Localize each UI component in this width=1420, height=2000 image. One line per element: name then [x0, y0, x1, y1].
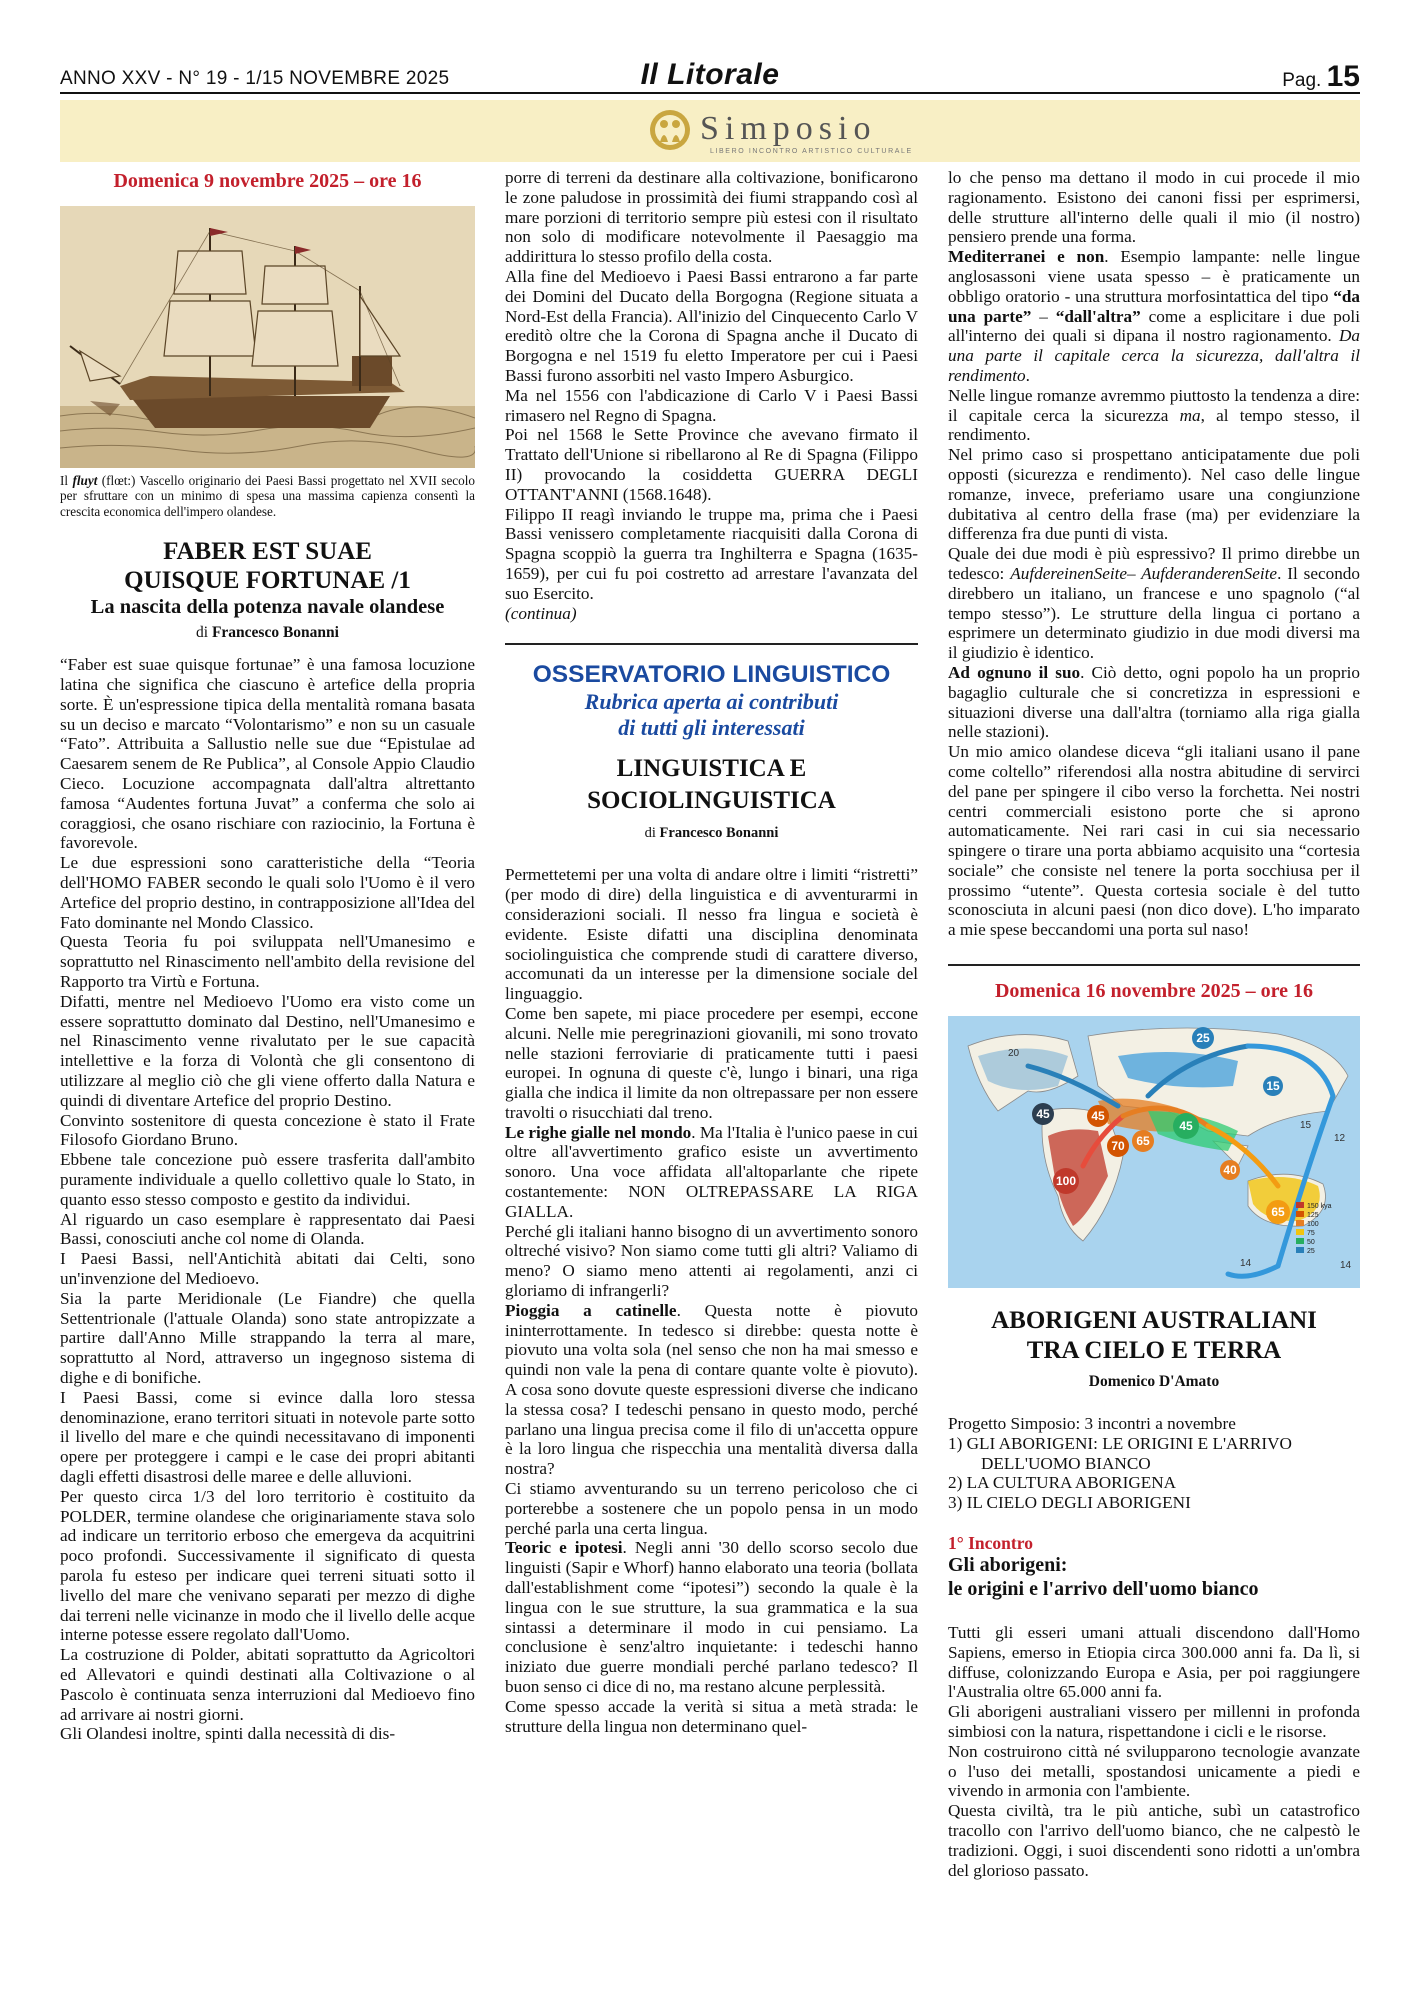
masthead [60, 58, 1360, 94]
human-migration-map-image [948, 1016, 1360, 1288]
map-label: 15 [1300, 1120, 1312, 1132]
paragraph-body: . [1025, 365, 1030, 385]
example-italic: Da una parte il capitale cerca la sicurezza, dall'altra il rendimento [948, 326, 1360, 385]
linguistica-paragraph: Come ben sapete, mi piace procedere per esempi, eccone alcuni. Nelle mie peregrinazioni giovanili, mi sono trovato nelle stazioni ferroviarie di praticamente tutti i paesi europei. In ognuna di queste c'è, lungo i binari, una riga gialla che indica il limite da non oltrepassare per non essere travolti o risucchiati dal treno. [505, 1003, 918, 1122]
paragraph-lead: Le righe gialle nel mondo [505, 1122, 692, 1142]
faber-paragraph: Sia la parte Meridionale (Le Fiandre) che quella Settentrionale (l'attuale Olanda) sono state antropizzate a partire dall'Anno Mille strappando la terra al mare, soprattutto al Nord, attraverso un ingegnoso sistema di dighe e di bonifiche. [60, 1288, 475, 1387]
map-label: 45 [1091, 1109, 1105, 1124]
column-2 [505, 168, 918, 1736]
observatory-subtitle-2: di tutti gli interessati [618, 715, 805, 741]
linguistica-byline-di: di [644, 825, 656, 842]
map-label: 14 [1240, 1258, 1252, 1270]
incontro-title-1: Gli aborigeni: [948, 1554, 1068, 1577]
ship-caption-term: fluyt [72, 472, 98, 488]
linguistica-paragraph [505, 1123, 918, 1222]
paragraph-body: come a esplicitare i due poli all'interno dei quali si dipana il nostro ragionamento. [948, 306, 1360, 346]
linguistica-paragraph: Nel primo caso si prospettano anticipatamente due poli opposti (sicurezza e rendimento). Nel caso delle lingue romanze, invece, preferiamo usare una congiunzione dubitativa al centro della frase (ma) per evidenziare la differenza fra due punti di vista. [948, 445, 1360, 544]
faber-paragraph: Gli Olandesi inoltre, spinti dalla necessità di dis- [60, 1724, 396, 1744]
faber-paragraph: Difatti, mentre nel Medioevo l'Uomo era visto come un essere soprattutto dominato dal Destino, nell'Umanesimo e nel Rinascimento venne rivalutato per le sue capacità intellettive e la forza di Volontà che gli consentono di utilizzare al meglio ciò che gli viene offerto dalla Natura e quindi di diventare Artefice del proprio Destino. [60, 991, 475, 1110]
linguistica-title-1: LINGUISTICA E [616, 755, 807, 783]
map-label: 14 [1340, 1260, 1352, 1272]
faber-title-2: QUISQUE FORTUNAE /1 [124, 567, 411, 595]
aborigeni-author: Domenico D'Amato [1088, 1373, 1220, 1391]
paragraph-lead: Pioggia a catinelle [505, 1300, 677, 1320]
faber-cont-paragraph: Ma nel 1556 con l'abdicazione di Carlo V i Paesi Bassi rimasero nel Regno di Spagna. [505, 385, 918, 425]
map-label: 45 [1036, 1107, 1050, 1122]
linguistica-paragraph: Perché gli italiani hanno bisogno di un avvertimento sonoro oltreché visivo? Non siamo come tutti gli altri? Valiamo di meno? O siamo meno attenti ai regolamenti, anzi ci gloriamo di infrangerli? [505, 1221, 918, 1301]
aborigeni-title-1: ABORIGENI AUSTRALIANI [991, 1307, 1317, 1335]
map-legend-label: 125 [1307, 1212, 1319, 1220]
aborigeni-title-2: TRA CIELO E TERRA [1026, 1337, 1282, 1365]
faber-cont-paragraph: Filippo II reagì inviando le truppe ma, prima che i Paesi Bassi venissero completamente riacquisiti dalla Corona di Spagna scoppiò la guerra tra Inghilterra e Spagna (1635-1659), per cui fu poi costretto ad arrestare l'avanzata del suo Esercito. [505, 504, 918, 603]
map-label: 12 [1334, 1133, 1346, 1145]
faber-cont-paragraph: Alla fine del Medioevo i Paesi Bassi entrarono a far parte dei Domini del Ducato della Borgogna (Regione situata a Nord-Est della Francia). All'inizio del Cinquecento Carlo V ereditò oltre che la Corona di Spagna anche il Ducato di Borgogna e nel 1519 fu eletto Imperatore per cui i Paesi Bassi furono assorbiti nel vasto Impero Asburgico. [505, 266, 918, 385]
continua-note: (continua) [505, 603, 577, 623]
map-legend-label: 75 [1307, 1230, 1315, 1238]
faber-paragraph: Questa Teoria fu poi sviluppata nell'Umanesimo e soprattutto nel Rinascimento nell'ambito della revisione del Rapporto tra Virtù e Fortuna. [60, 932, 475, 992]
aborigeni-paragraph: Gli aborigeni australiani vissero per millenni in profonda simbiosi con la natura, rispettandone i cicli e le risorse. [948, 1702, 1360, 1742]
ship-caption [60, 473, 475, 520]
observatory-subtitle-1: Rubrica aperta ai contributi [584, 689, 839, 715]
faber-paragraph: I Paesi Bassi, nell'Antichità abitati dai Celti, sono un'invenzione del Medioevo. [60, 1249, 475, 1288]
section-divider [505, 643, 918, 645]
linguistica-paragraph: lo che penso ma dettano il modo in cui procede il mio ragionamento. Esistono dei canoni fissi per esprimersi, delle strutture all'interno delle quali il mio (il nostro) pensiero prende una forma. [948, 168, 1360, 247]
aborigeni-paragraph: Non costruirono città né svilupparono tecnologie avanzate o l'uso dei metalli, spostandosi unicamente a piedi e vivendo in armonia con l'ambiente. [948, 1741, 1360, 1801]
faber-paragraph: La costruzione di Polder, abitati soprattutto da Agricoltori ed Allevatori e quindi destinati alla Coltivazione o al Pascolo è continuata senza interruzioni dal Medioevo fino ad arrivare ai nostri giorni. [60, 1645, 475, 1724]
faber-author: Francesco Bonanni [211, 624, 339, 642]
paragraph-body: . Ciò detto, ogni popolo ha un proprio bagaglio culturale che si concretizza in espressioni e situazioni diverse una dall'altra (torniamo alla riga gialla nelle stazioni). [948, 662, 1360, 742]
aborigeni-paragraph: Tutti gli esseri umani attuali discendono dall'Homo Sapiens, emerso in Etiopia circa 300.000 anni fa. Da lì, si diffuse, colonizzando Europa e Asia, per poi raggiungere l'Australia oltre 65.000 anni fa. [948, 1623, 1360, 1702]
event-date-2: Domenica 16 novembre 2025 – ore 16 [994, 980, 1314, 1003]
list-item: 1) GLI ABORIGENI: LE ORIGINI E L'ARRIVO [948, 1433, 1292, 1453]
list-item: 2) LA CULTURA ABORIGENA [948, 1473, 1177, 1493]
linguistica-paragraph [948, 247, 1360, 386]
paragraph-lead: Mediterranei e non [948, 247, 1105, 267]
paragraph-body: , al tempo stesso, il rendimento. [948, 405, 1360, 445]
column-3 [948, 168, 1360, 1880]
list-item: 3) IL CIELO DEGLI ABORIGENI [948, 1493, 1191, 1513]
linguistica-paragraph [948, 663, 1360, 742]
paragraph-body: – [1031, 306, 1056, 326]
map-label: 70 [1111, 1139, 1125, 1154]
linguistica-byline [505, 823, 918, 843]
map-label: 25 [1196, 1031, 1210, 1046]
map-legend-label: 50 [1307, 1239, 1315, 1247]
event-date-1: Domenica 9 novembre 2025 – ore 16 [113, 170, 422, 192]
paragraph-body: . Negli anni '30 dello scorso secolo due linguisti (Sapir e Whorf) hanno elaborato una teoria (bollata dall'establishment come “ipotesi”) secondo la quale è la lingua con le sue strutture, la sua grammatica e la sua sintassi a determinare il modo in cui pensiamo. La conclusione è senz'altro inquietante: i tedeschi hanno iniziato due guerre mondiali perché parlano tedesco? Il buon senso ci dice di no, ma restano alcune perplessità. [505, 1538, 919, 1696]
linguistica-author: Francesco Bonanni [659, 825, 779, 842]
linguistica-paragraph [505, 1301, 918, 1479]
faber-paragraph: “Faber est suae quisque fortunae” è una famosa locuzione latina che significa che ciascuno è artefice della propria sorte. È un'espressione tipica della mentalità romana basata su un deciso e marcato “Volontarismo” e non su un casuale “Fato”. Attribuita a Sallustio nelle sue due “Epistulae ad Caesarem senem de Re Publica”, al Console Appio Claudio Cieco. Locuzione accompagnata dall'altra altrettanto famosa “Audentes fortuna Juvat” a conferma che solo ai coraggiosi, che osano rischiare con raziocinio, la Fortuna è favorevole. [60, 655, 475, 853]
map-label: 65 [1271, 1205, 1285, 1220]
observatory-title: OSSERVATORIO LINGUISTICO [532, 661, 891, 689]
faber-cont-paragraph: Poi nel 1568 le Sette Province che avevano firmato il Trattato dell'Unione si ribellarono al Re di Spagna (Filippo II) provocando la cosiddetta GUERRA DEGLI OTTANT'ANNI (1568.1648). [505, 425, 918, 504]
issue-info: ANNO XXV - N° 19 - 1/15 NOVEMBRE 2025 [60, 68, 450, 89]
section-divider [948, 964, 1360, 966]
map-label: 15 [1266, 1079, 1280, 1094]
banner-subtitle: LIBERO INCONTRO ARTISTICO CULTURALE [710, 148, 913, 155]
column-1 [60, 168, 475, 1744]
simposio-logo-icon [648, 108, 692, 152]
incontro-label: 1° Incontro [948, 1533, 1033, 1554]
linguistica-paragraph: Un mio amico olandese diceva “gli italiani usano il pane come coltello” riferendosi alla nostra abitudine di servirci del pane per spingere il cibo verso la forchetta. Nei nostri centri commerciali esistono porte che si aprono automaticamente. Nei rari casi in cui sia necessario spingere o tirare una porta abbiamo acquisito una “cortesia sociale” che consiste nel tenere la porta socchiusa per il prossimo “utente”. Questa cortesia sociale è del tutto sconosciuta in alcuni paesi (non dico dove). L'ho imparato a mie spese beccandomi una porta sul naso! [948, 742, 1360, 940]
faber-byline [60, 623, 475, 643]
page-number [1282, 60, 1360, 94]
paragraph-body: . Questa notte è piovuto ininterrottamente. In tedesco si direbbe: questa notte è piovuto una volta sola (nel senso che non ha mai smesso e quindi non vale la pena di contare quante volte è piovuto). A cosa sono dovute queste espressioni diverse che indicano la stessa cosa? I tedeschi pensano in questo modo, perché parlano una lingua precisa come il filo di un'accetta oppure è la loro lingua che rispecchia una mentalità diversa dalla nostra? [505, 1300, 918, 1479]
paragraph-body: Quale dei due modi è più espressivo? Il primo direbbe un tedesco: [948, 544, 1360, 583]
incontro-title-2: le origini e l'arrivo dell'uomo bianco [948, 1578, 1259, 1601]
faber-paragraph: Le due espressioni sono caratteristiche della “Teoria dell'HOMO FABER secondo le quali solo l'Uomo è il vero Artefice del proprio destino, in contrapposizione all'Idea del Fato dominante nel Mondo Classico. [60, 853, 475, 932]
faber-byline-di: di [196, 624, 209, 642]
banner-title: Simposio [700, 110, 877, 147]
page-label: Pag. [1282, 70, 1322, 91]
faber-cont-paragraph: porre di terreni da destinare alla coltivazione, bonificarono le zone paludose in prossimità dei fiumi strappando così al mare porzioni di territorio sempre più estesi con il risultato non solo di modificare notevolmente il Paesaggio ma addirittura lo stesso profilo della costa. [505, 168, 918, 267]
faber-paragraph: Al riguardo un caso esemplare è rappresentato dai Paesi Bassi, conosciuti anche col nome di Olanda. [60, 1209, 475, 1249]
linguistica-paragraph: Ci stiamo avventurando su un terreno pericoloso che ci porterebbe a sostenere che un popolo pensa in un modo perché parla una certa lingua. [505, 1479, 918, 1538]
ship-caption-post: (flœt:) Vascello originario dei Paesi Bassi progettato nel XVII secolo per sfruttare con un minimo di spesa una massima capienza consentì la crescita economica dell'impero olandese. [60, 472, 476, 519]
page-num: 15 [1326, 60, 1360, 93]
map-label: 20 [1008, 1048, 1020, 1060]
map-label: 65 [1136, 1134, 1150, 1149]
aborigeni-paragraph: Questa civiltà, tra le più antiche, subì un catastrofico tracollo con l'arrivo dell'uomo bianco, che ne calpestò le tradizioni. Oggi, i suoi discendenti sono ridotti a un'ombra del glorioso passato. [948, 1801, 1360, 1880]
linguistica-paragraph [505, 1538, 918, 1696]
map-label: 40 [1223, 1163, 1237, 1178]
faber-subtitle: La nascita della potenza navale olandese [90, 596, 445, 619]
map-label: 100 [1055, 1174, 1077, 1189]
faber-paragraph: Ebbene tale concezione può essere trasferita dall'ambito puramente individuale a quello collettivo quale lo Stato, in quanto esso stesso composto e gestito da individui. [60, 1150, 475, 1209]
linguistica-paragraph [948, 544, 1360, 663]
example-italic: AufdereinenSeite– AufderanderenSeite [1010, 563, 1278, 583]
project-intro: Progetto Simposio: 3 incontri a novembre [948, 1414, 1236, 1434]
map-legend-label: 25 [1307, 1248, 1315, 1256]
paragraph-lead: Ad ognuno il suo [948, 662, 1081, 682]
faber-paragraph: Per questo circa 1/3 del loro territorio è costituito da POLDER, termine olandese che originariamente stava solo ad indicare un territorio erboso che emergeva da acquitrini poco profondi. Successivamente il significato di questa parola fu esteso per indicare quei terreni situati sotto il livello del mare che venivano separati per mezzo di dighe dai terreni nelle vicinanze in modo che il livello delle acque interne potesse essere regolato dall'Uomo. [60, 1486, 475, 1645]
paragraph-body: . Il secondo direbbero un italiano, un francese e uno spagnolo (“al tempo stesso”). Le strutture della lingua ci portano a esprimere un determinato giudizio in due modi diversi ma il giudizio è identico. [948, 563, 1360, 663]
linguistica-paragraph: Come spesso accade la verità si situa a metà strada: le strutture della lingua non determinano quel- [505, 1696, 918, 1736]
paragraph-body: Nelle lingue romanze avremmo piuttosto la tendenza a dire: il capitale cerca la sicurezza [948, 385, 1360, 425]
ship-engraving-image [60, 206, 475, 468]
paragraph-lead: Teoric e ipotesi [505, 1538, 623, 1558]
paragraph-body: . Ma l'Italia è l'unico paese in cui oltre all'avvertimento grafico esiste un avvertimento sonoro. Una voce affidata all'altoparlante che ripete costantemente: NON OLTREPASSARE LA RIGA GIALLA. [505, 1122, 918, 1221]
list-item: DELL'UOMO BIANCO [981, 1453, 1151, 1473]
simposio-banner [60, 100, 1360, 162]
map-label: 45 [1179, 1119, 1193, 1134]
quote-bold: “dall'altra” [1055, 306, 1141, 326]
newspaper-title: Il Litorale [640, 58, 780, 91]
map-legend-label: 100 [1307, 1221, 1319, 1229]
example-italic: ma [1179, 405, 1201, 425]
faber-title-1: FABER EST SUAE [163, 538, 372, 566]
ship-caption-pre: Il [60, 472, 73, 488]
quote-bold: “da una parte” [948, 286, 1360, 326]
faber-paragraph: Convinto sostenitore di questa concezione è stato il Frate Filosofo Giordano Bruno. [60, 1110, 475, 1150]
linguistica-paragraph: Permettetemi per una volta di andare oltre i limiti “ristretti” (per modo di dire) della linguistica e di avventurarmi in considerazioni sociali. Il nesso fra lingua e società è evidente. Esiste difatti una disciplina denominata sociolinguistica che comprende studi di carattere diverso, accomunati da un interesse per la dimensione sociale del linguaggio. [505, 865, 918, 1004]
map-legend-label: 150 kya [1307, 1203, 1332, 1211]
linguistica-title-2: SOCIOLINGUISTICA [587, 787, 836, 815]
linguistica-paragraph [948, 386, 1360, 445]
paragraph-body: . Esempio lampante: nelle lingue anglosassoni viene usata spesso – è praticamente un obbligo oratorio - una struttura morfosintattica del tipo [948, 247, 1360, 306]
faber-paragraph: I Paesi Bassi, come si evince dalla loro stessa denominazione, erano territori situati in notevole parte sotto il livello del mare e che quindi necessitavano di imponenti opere per proteggere i campi e le case dei propri abitanti dagli effetti disastrosi delle maree e delle alluvioni. [60, 1387, 475, 1486]
